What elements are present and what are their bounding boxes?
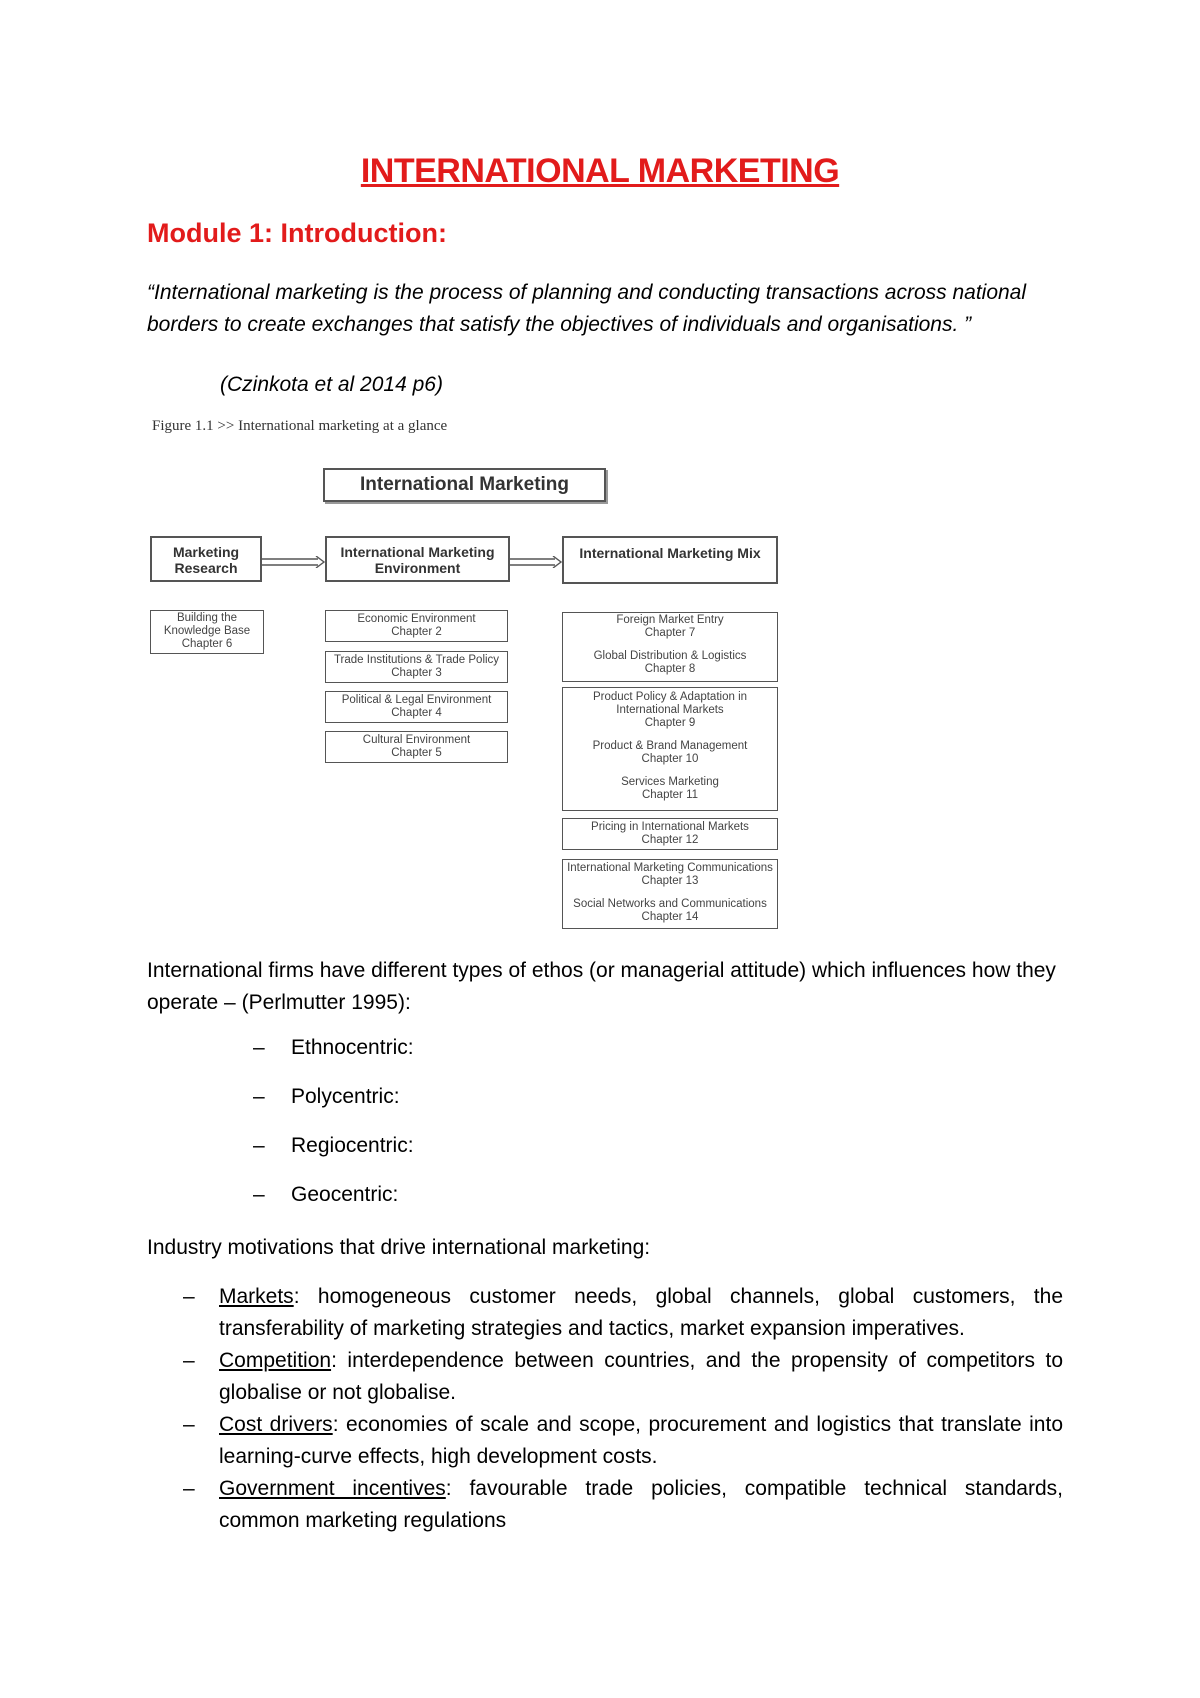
list-item <box>253 1134 414 1158</box>
list-item <box>183 1473 1063 1537</box>
list-item <box>183 1281 1063 1345</box>
diagram-top-box: International Marketing <box>323 468 606 502</box>
research-item-chapter: Chapter 6 <box>181 638 233 650</box>
definition-quote: “International marketing is the process of planning and conducting transactions across national borders to create exchanges that satisfy the objectives of individuals and organisations. ” <box>147 281 1027 336</box>
dash-marker: – <box>183 1285 195 1308</box>
environment-head-box: International Marketing Environment <box>325 536 510 582</box>
item-name: Cultural Environment <box>362 734 471 746</box>
list-item <box>183 1345 1063 1409</box>
arrow-right-icon <box>510 556 562 568</box>
list-item <box>253 1036 414 1060</box>
item-name: Pricing in International Markets <box>591 821 749 833</box>
item-name: Product Policy & Adaptation in International Markets <box>592 691 748 716</box>
list-item-text: Ethnocentric: <box>291 1036 414 1059</box>
item-name: Product & Brand Management <box>592 740 748 752</box>
list-item <box>253 1183 398 1207</box>
dash-marker: – <box>183 1413 195 1436</box>
list-item-text: Polycentric: <box>291 1085 400 1108</box>
research-item-name: Building the Knowledge Base <box>163 612 251 637</box>
figure-caption-text: >> International marketing at a glance <box>217 418 448 434</box>
item-name: Foreign Market Entry <box>616 614 724 626</box>
research-head-box: Marketing Research <box>150 536 262 582</box>
item-chapter: Chapter 12 <box>641 834 699 846</box>
dash-marker: – <box>183 1349 195 1372</box>
item-chapter: Chapter 9 <box>644 717 696 729</box>
arrow-right-icon <box>262 556 325 568</box>
mix-group-box <box>562 818 778 850</box>
item-name: Services Marketing <box>621 776 719 788</box>
list-item-text: Geocentric: <box>291 1183 399 1206</box>
environment-item-box <box>325 731 508 763</box>
list-item-text: : interdependence between countries, and the propensity of competitors to globalise or not globalise. <box>219 1349 1063 1404</box>
ethos-intro: International firms have different types of ethos (or managerial attitude) which influences how they operate – (Perlmutter 1995): <box>147 959 1056 1014</box>
item-chapter: Chapter 3 <box>391 667 442 679</box>
mix-group-box <box>562 687 778 811</box>
item-chapter: Chapter 8 <box>644 663 696 675</box>
list-item-key: Cost drivers <box>219 1413 333 1436</box>
list-item-key: Competition <box>219 1349 332 1372</box>
environment-item-box <box>325 610 508 642</box>
list-item <box>183 1409 1063 1473</box>
item-name: Economic Environment <box>357 613 476 625</box>
item-name: Social Networks and Communications <box>573 898 767 910</box>
research-item-box <box>150 610 264 654</box>
motivations-intro: Industry motivations that drive international marketing: <box>147 1236 651 1259</box>
environment-item-box <box>325 691 508 723</box>
dash-marker: – <box>183 1477 195 1500</box>
mix-group-box <box>562 859 778 929</box>
item-chapter: Chapter 5 <box>391 747 442 759</box>
list-item-key: Markets <box>219 1285 294 1308</box>
item-chapter: Chapter 2 <box>391 626 442 638</box>
item-name: International Marketing Communications <box>567 862 773 874</box>
citation: (Czinkota et al 2014 p6) <box>220 373 443 396</box>
item-name: Political & Legal Environment <box>341 694 492 706</box>
document-title: INTERNATIONAL MARKETING <box>360 152 840 190</box>
list-item-text: : economies of scale and scope, procurement and logistics that translate into learning-curve effects, high development costs. <box>219 1413 1063 1468</box>
item-chapter: Chapter 4 <box>391 707 442 719</box>
environment-item-box <box>325 651 508 683</box>
mix-group-box <box>562 612 778 682</box>
list-item <box>253 1085 400 1109</box>
figure-caption <box>152 418 447 435</box>
list-item-text: : homogeneous customer needs, global channels, global customers, the transferability of marketing strategies and tactics, market expansion imperatives. <box>219 1285 1063 1340</box>
dash-marker: – <box>253 1036 265 1059</box>
dash-marker: – <box>253 1085 265 1108</box>
item-chapter: Chapter 11 <box>641 789 699 801</box>
dash-marker: – <box>253 1134 265 1157</box>
item-chapter: Chapter 10 <box>641 753 699 765</box>
module-heading: Module 1: Introduction: <box>147 218 447 248</box>
dash-marker: – <box>253 1183 265 1206</box>
item-name: Global Distribution & Logistics <box>593 650 747 662</box>
item-chapter: Chapter 14 <box>641 911 699 923</box>
list-item-text: : favourable trade policies, compatible technical standards, common marketing regulations <box>219 1477 1063 1532</box>
mix-head-box: International Marketing Mix <box>562 536 778 584</box>
item-name: Trade Institutions & Trade Policy <box>333 654 500 666</box>
item-chapter: Chapter 7 <box>644 627 696 639</box>
item-chapter: Chapter 13 <box>641 875 699 887</box>
list-item-key: Government incentives <box>219 1477 446 1500</box>
list-item-text: Regiocentric: <box>291 1134 414 1157</box>
figure-label: Figure 1.1 <box>152 418 214 434</box>
